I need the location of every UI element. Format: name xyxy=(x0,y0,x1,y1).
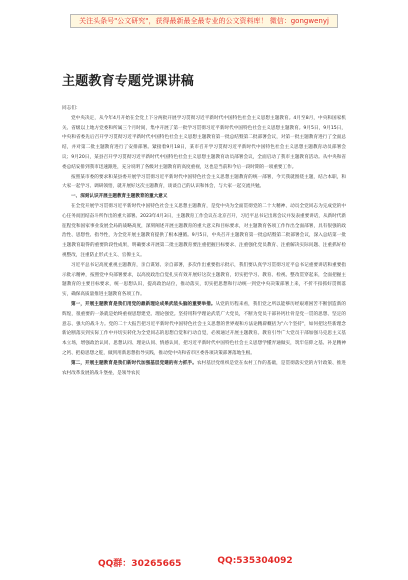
intro-paragraph-1: 党中央决定，从今年4月开始在全党上下分两批开展学习贯彻习近平新时代中国特色社会主义思想主题教育。4月至8月，中央和国家机关、省级以上地方党委和所属三个月时间，集中开展了第一批学习贯彻习近平新时代中国特色社会主义思想主题教育。9月5日，9月15日，中央和省委先后召开学习贯彻习近平新时代中国特色社会主义思想主题教育第一批总结暨第二批部署会议，对第一批主题教育进行了全面总结，并对第二批主题教育进行了安排部署。紧接着9月18日，某市召开学习贯彻习近平新时代中国特色社会主义思想主题教育动员部署会议；9月20日，某县召开学习贯彻习近平新时代中国特色社会主义思想主题教育动员部署会议，全面启动了我市主题教育活动。从中央和省委总结安排到我市迅速跟进，充分说明了各级对主题教育的高度重视，这也是当前和今后一段时期的一项重要工作。 xyxy=(62,115,346,170)
point-1-body: 从党的历程来看，我们党之所以能够历经艰难困苦不断创造新的辉煌，很重要的一条就是始终重视思想建党、理论强党。坚持用科学理论武装广大党员，不断为党员干部补钙壮骨是党一贯的思想、坚定的意志、强大的战斗力。党的二十大报告把习近平新时代中国特色社会主义思想的世界观和方法论精辟概括为"六个坚持"，如何把这些新理念新论断落实到实际工作中并切实转化为全党同志的思想自觉和行动自觉，必须通过开展主题教育。教育引导广大党员干部加强马克思主义基本立场，增强政治认同、思想认同、理论认同、情感认同，把习近平新时代中国特色社会主义思想学懂弄通做实，筑牢信仰之基、补足精神之钙、把稳思想之舵，做到用新思想指导实践，推动党中央和省市区委各项决策部署落地生根。 xyxy=(62,301,346,356)
point-2-body: 农村基层党组织是党在农村工作的基础，是贯彻落实党的方针政策、推进农村改革发展的战斗堡垒，是领导农民 xyxy=(62,360,346,376)
point-1-lead: 第一，开展主题教育是我们用党的最新理论成果武装头脑的重要举措。 xyxy=(71,301,216,307)
contact-footer xyxy=(98,556,293,569)
document-body xyxy=(62,104,346,378)
document-title: 主题教育专题党课讲稿 xyxy=(62,74,195,89)
section-1-paragraph-1: 在全党开展学习贯彻习近平新时代中国特色社会主义思想主题教育，是党中央为全面贯彻党的二十大精神、动员全党同志为完成党的中心任务而团结奋斗所作出的重大部署。2023年4月3日，主题教育工作会议在北京召开，习近平总书记出席会议并发表重要讲话，从新时代新征程党和国家事业发展全局的战略高度，深刻阐述开展主题教育的重大意义和目标要求，对主题教育各项工作作出全面部署，具有很强的政治性、思想性、指导性，为全党开展主题教育提供了根本遵循。9月5日，中央召开主题教育第一批总结暨第二批部署会议，深入总结第一批主题教育取得的重要阶段性成果，明确要求开展第二批主题教育要注重把握目标要求、注重强化党员教育、注重解决实际问题、注重抓好检视整改，注重防止形式主义、官僚主义。 xyxy=(62,203,346,258)
salutation: 同志们： xyxy=(62,106,81,111)
promo-banner-text: 关注头条号"公文研究"，获得最新最全最专业的公文资料库！ 微信：gongwenyj xyxy=(79,16,329,25)
qq-group-text: QQ群：30265665 xyxy=(98,559,182,569)
qq-text: QQ:535304092 xyxy=(217,556,293,566)
point-1-paragraph xyxy=(62,300,346,359)
point-2-paragraph xyxy=(62,359,346,379)
section-1-paragraph-2: 习近平总书记高度重视主题教育，亲自谋划、亲自部署，多次作出重要指示批示，我们要认真学习贯彻习近平总书记重要讲话和重要指示批示精神，按照党中央部署要求，以高度政治自觉扎实有效开展好这次主题教育，切实把学习、教育、检视、整改贯穿起来，全面把握主题教育的主要目标要求，统一思想认识，提高政治站位，推动落实，切实把思想和行动统一到党中央决策部署上来，不折不扣抓好贯彻落实，确保高质量推进主题教育各项工作。 xyxy=(62,262,346,298)
point-2-lead: 第二，开展主题教育是我们新时代加强基层党建的有力抓手。 xyxy=(71,360,197,366)
intro-paragraph-2: 按照某市委的要求和某县委开展学习贯彻习近平新时代中国特色社会主义思想主题教育的统一部署，今天我就围绕主题，结合本职，和大家一起学习、调研领悟，就开展好这次主题教育，谈谈自己的认识和体会，与大家一起交流共勉。 xyxy=(62,174,346,190)
promo-banner xyxy=(70,14,338,28)
section-1-heading: 一、深刻认识开展主题教育主题教育的重大意义 xyxy=(71,194,168,200)
